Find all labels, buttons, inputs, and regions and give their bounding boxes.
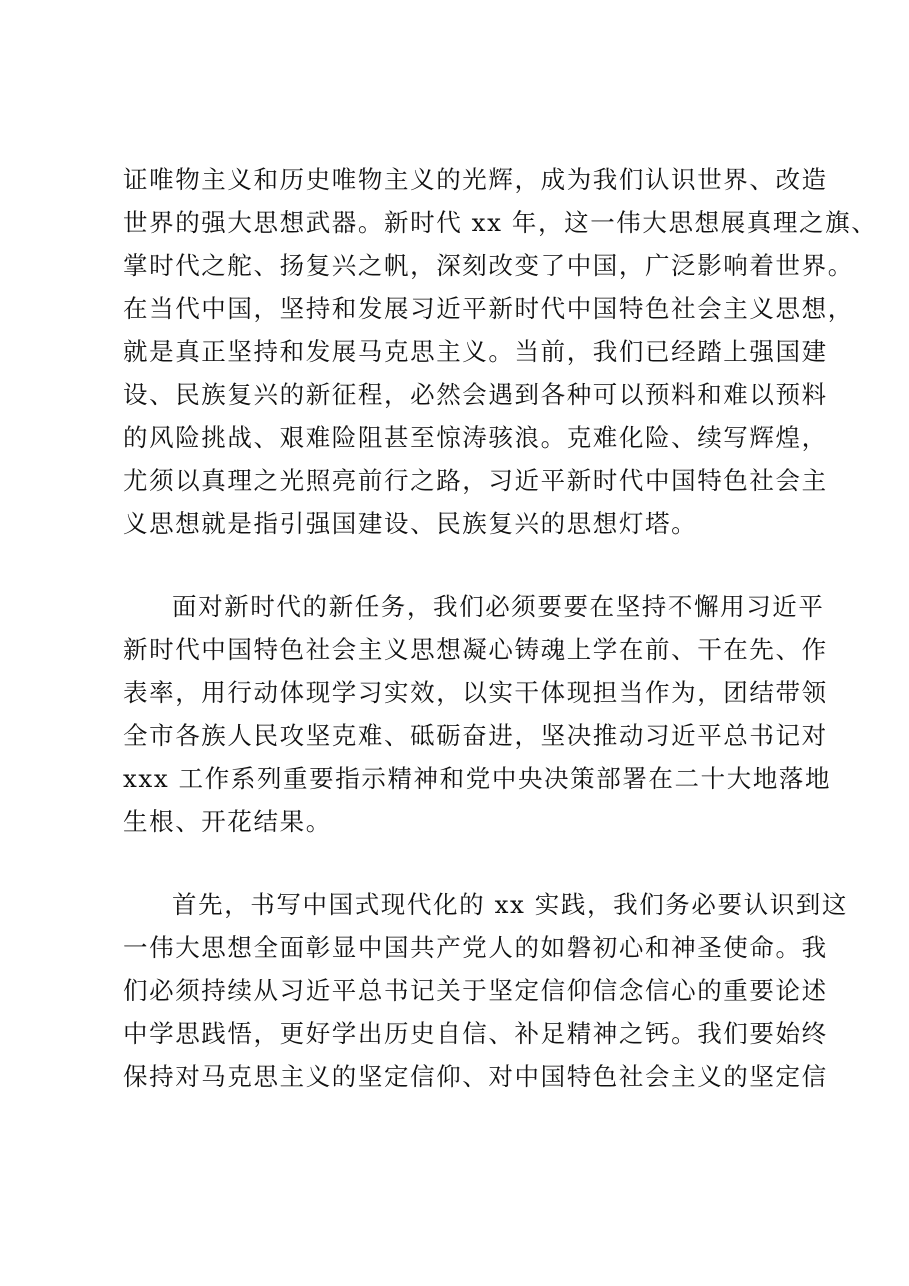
text-line: 一伟大思想全面彰显中国共产党人的如磐初心和神圣使命。我 xyxy=(123,933,828,962)
text-line: 中学思践悟，更好学出历史自信、补足精神之钙。我们要始终 xyxy=(123,1019,828,1048)
text-line: 义思想就是指引强国建设、民族复兴的思想灯塔。 xyxy=(123,509,698,538)
text-line: 全市各族人民攻坚克难、砥砺奋进，坚决推动习近平总书记对 xyxy=(123,721,828,750)
paragraph-first-line: 首先，书写中国式现代化的 xx 实践，我们务必要认识到这 xyxy=(172,890,849,919)
text-line: 保持对马克思主义的坚定信仰、对中国特色社会主义的坚定信 xyxy=(123,1062,828,1091)
text-line: xxx 工作系列重要指示精神和党中央决策部署在二十大地落地 xyxy=(123,764,832,793)
text-line: 就是真正坚持和发展马克思主义。当前，我们已经踏上强国建 xyxy=(123,337,828,366)
text-line: 们必须持续从习近平总书记关于坚定信仰信念信心的重要论述 xyxy=(123,976,828,1005)
text-line: 的风险挑战、艰难险阻甚至惊涛骇浪。克难化险、续写辉煌， xyxy=(123,423,828,452)
text-line: 掌时代之舵、扬复兴之帆，深刻改变了中国，广泛影响着世界。 xyxy=(123,251,854,280)
text-line: 设、民族复兴的新征程，必然会遇到各种可以预料和难以预料 xyxy=(123,380,828,409)
text-line: 新时代中国特色社会主义思想凝心铸魂上学在前、干在先、作 xyxy=(123,635,828,664)
text-line: 尤须以真理之光照亮前行之路，习近平新时代中国特色社会主 xyxy=(123,466,828,495)
text-line: 世界的强大思想武器。新时代 xx 年，这一伟大思想展真理之旗、 xyxy=(123,208,878,237)
text-line: 生根、开花结果。 xyxy=(123,807,332,836)
paragraph-first-line: 面对新时代的新任务，我们必须要要在坚持不懈用习近平 xyxy=(172,592,825,621)
text-line: 表率，用行动体现学习实效，以实干体现担当作为，团结带领 xyxy=(123,678,828,707)
text-line: 在当代中国，坚持和发展习近平新时代中国特色社会主义思想， xyxy=(123,294,854,323)
text-line: 证唯物主义和历史唯物主义的光辉，成为我们认识世界、改造 xyxy=(123,165,828,194)
